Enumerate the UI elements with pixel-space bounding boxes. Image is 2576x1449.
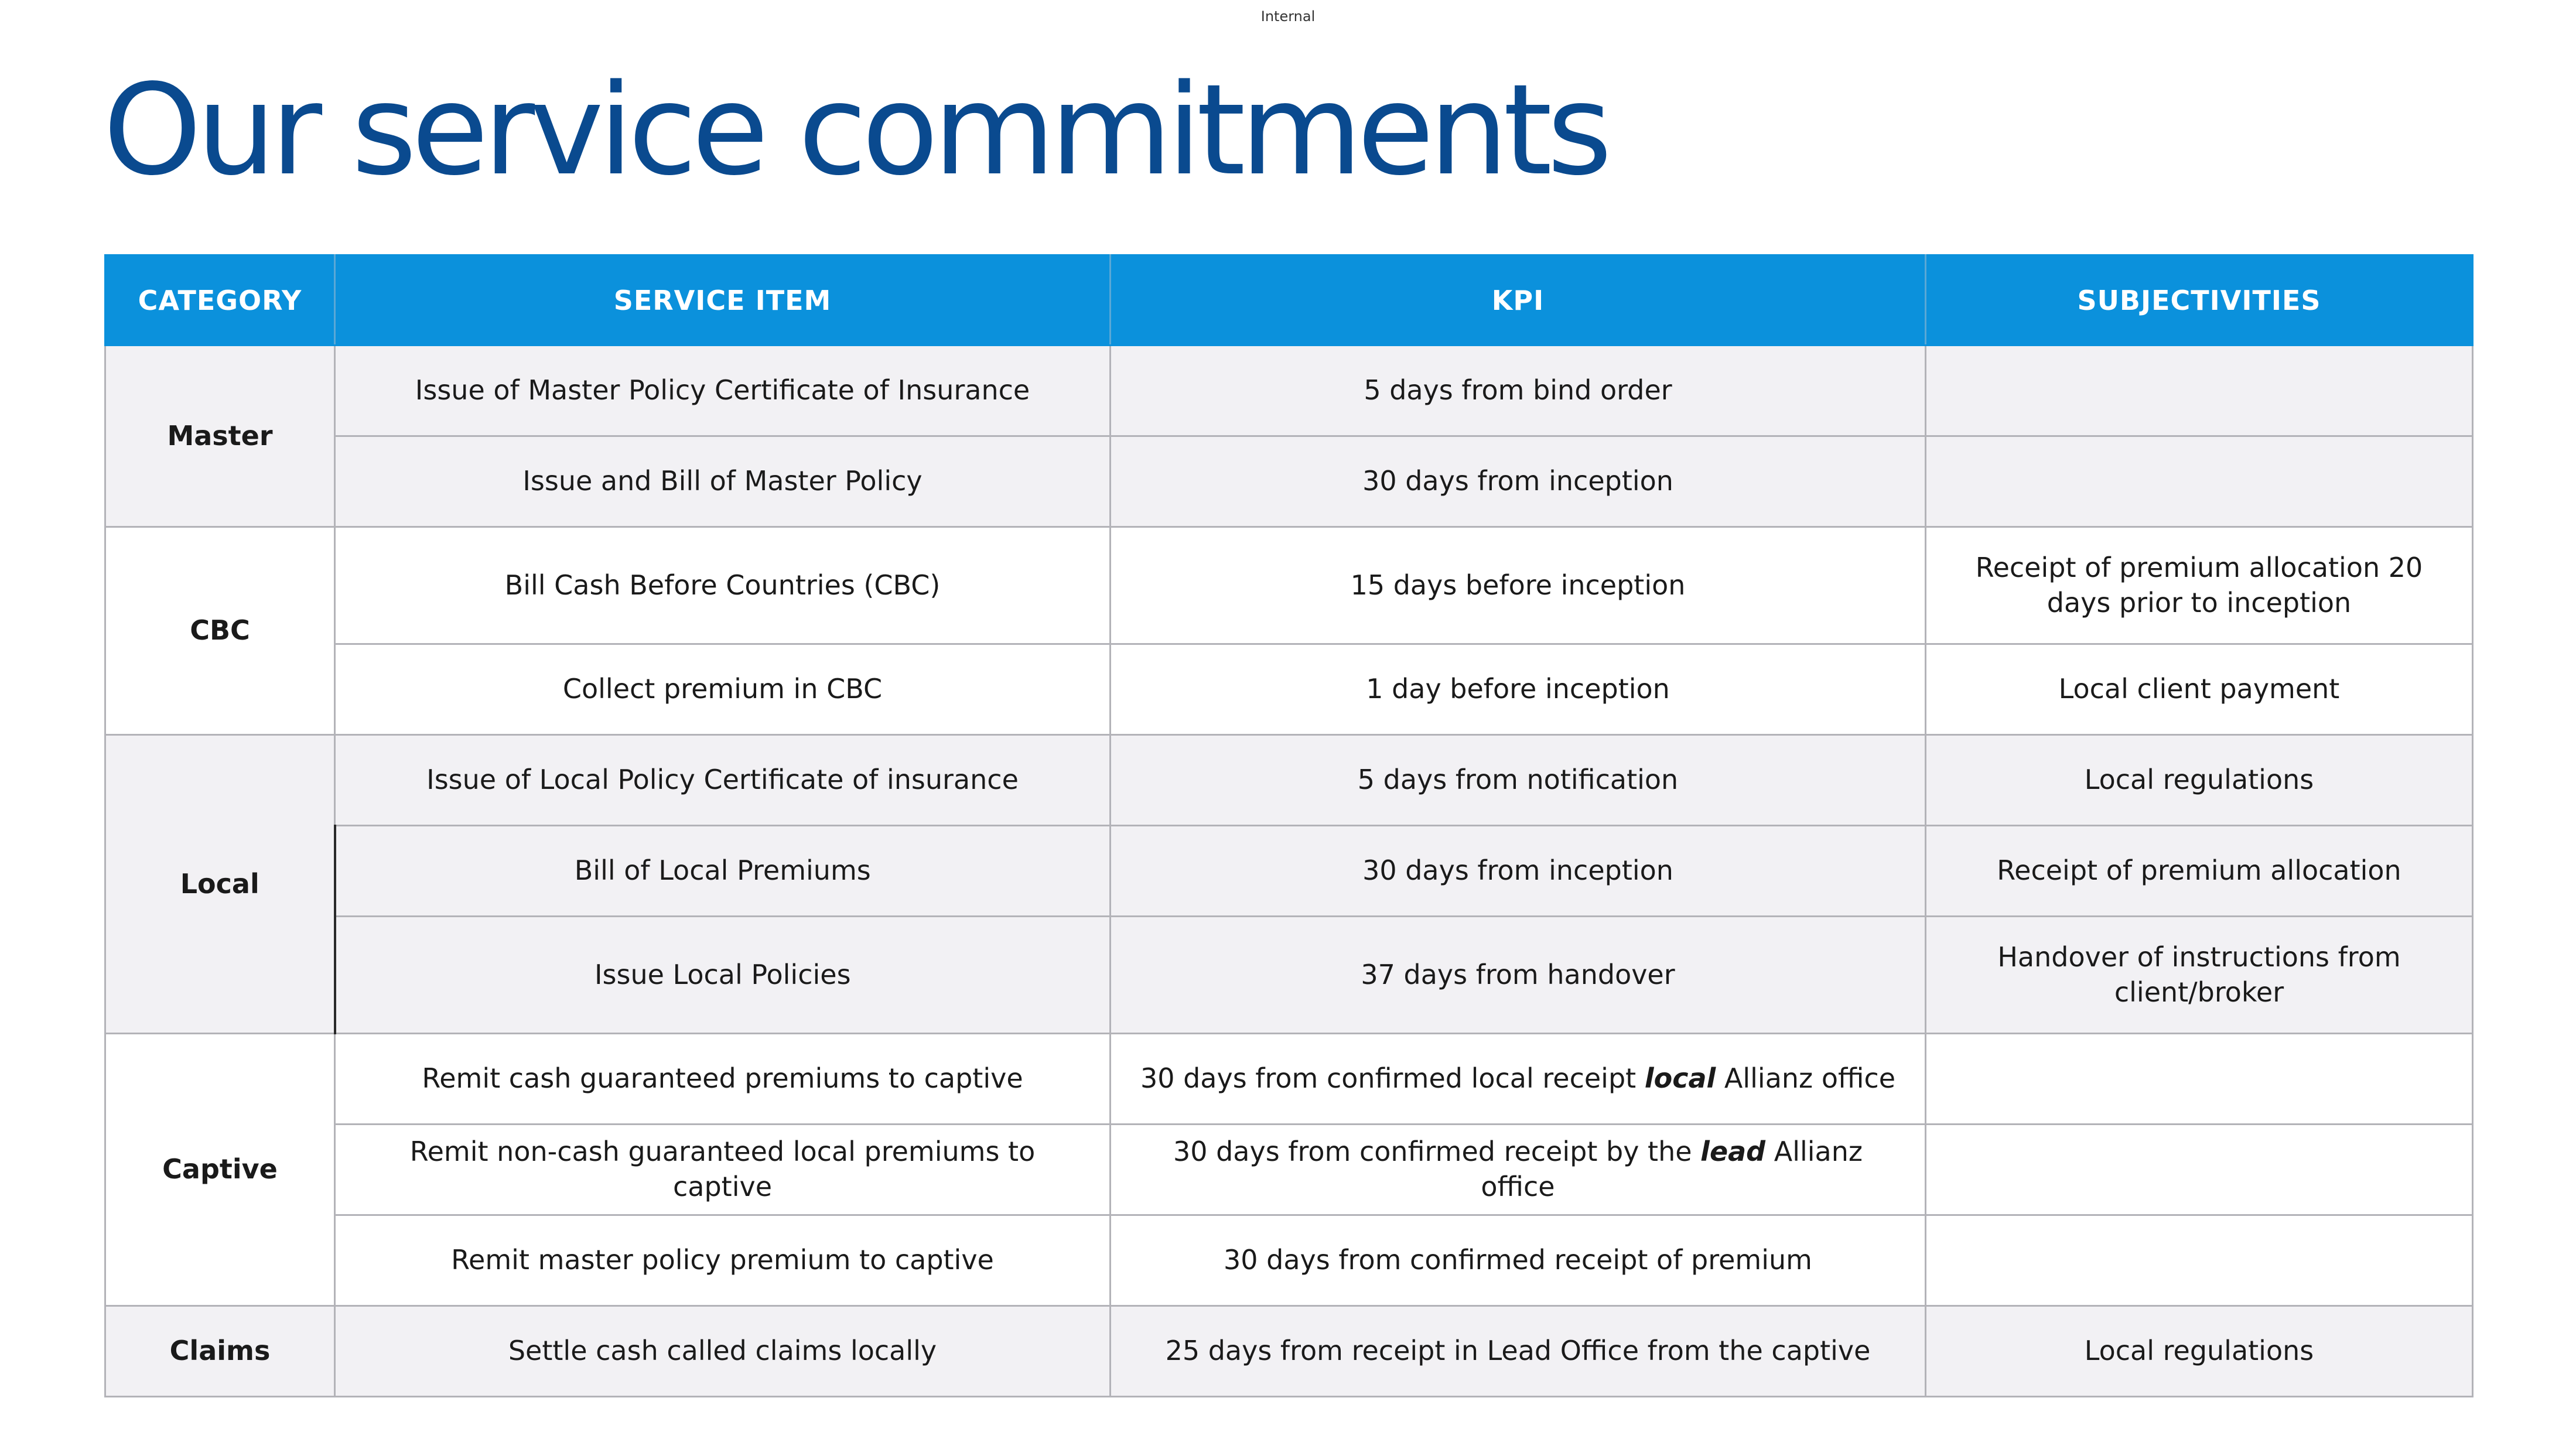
table-row [105,1215,2473,1306]
kpi-emphasis: local [1644,1062,1716,1095]
table-row [105,436,2473,527]
kpi-cell: 37 days from handover [1111,917,1926,1034]
subjectivities-cell [1926,436,2473,527]
subjectivities-cell [1926,1215,2473,1306]
service-item-cell: Issue Local Policies [335,917,1111,1034]
kpi-cell [1111,1034,1926,1125]
table-row [105,527,2473,644]
classification-label: Internal [1260,8,1316,25]
kpi-cell: 1 day before inception [1111,644,1926,735]
table-row [105,735,2473,826]
service-commitments-table [104,254,2473,1397]
page-title: Our service commitments [103,57,1607,203]
column-header-subjectivities: SUBJECTIVITIES [1926,255,2473,346]
kpi-cell: 30 days from inception [1111,436,1926,527]
column-header-service-item: SERVICE ITEM [335,255,1111,346]
column-header-kpi: KPI [1111,255,1926,346]
kpi-cell: 5 days from bind order [1111,346,1926,436]
kpi-cell: 30 days from inception [1111,826,1926,917]
service-item-cell: Remit cash guaranteed premiums to captive [335,1034,1111,1125]
service-item-cell: Remit non-cash guaranteed local premiums to captive [335,1125,1111,1215]
kpi-cell: 25 days from receipt in Lead Office from the captive [1111,1306,1926,1397]
table-row [105,1125,2473,1215]
subjectivities-cell: Local regulations [1926,1306,2473,1397]
subjectivities-cell: Handover of instructions from client/broker [1926,917,2473,1034]
kpi-text-before: 30 days from confirmed receipt by the [1173,1136,1692,1168]
kpi-cell: 5 days from notification [1111,735,1926,826]
subjectivities-cell [1926,346,2473,436]
kpi-cell: 30 days from confirmed receipt of premium [1111,1215,1926,1306]
service-item-cell: Remit master policy premium to captive [335,1215,1111,1306]
subjectivities-cell: Receipt of premium allocation 20 days prior to inception [1926,527,2473,644]
table-row [105,826,2473,917]
service-item-cell: Collect premium in CBC [335,644,1111,735]
service-item-cell: Bill Cash Before Countries (CBC) [335,527,1111,644]
subjectivities-cell: Local client payment [1926,644,2473,735]
service-item-cell: Bill of Local Premiums [335,826,1111,917]
category-cell-local: Local [105,735,335,1034]
service-item-cell: Issue of Local Policy Certificate of insurance [335,735,1111,826]
table-row [105,917,2473,1034]
subjectivities-cell: Receipt of premium allocation [1926,826,2473,917]
category-cell-master: Master [105,346,335,527]
subjectivities-cell: Local regulations [1926,735,2473,826]
kpi-cell: 15 days before inception [1111,527,1926,644]
service-item-cell: Issue of Master Policy Certificate of Insurance [335,346,1111,436]
table-row [105,346,2473,436]
table-row [105,644,2473,735]
subjectivities-cell [1926,1125,2473,1215]
table-row [105,1306,2473,1397]
column-header-category: CATEGORY [105,255,335,346]
table-header-row [105,255,2473,346]
service-item-cell: Settle cash called claims locally [335,1306,1111,1397]
kpi-cell [1111,1125,1926,1215]
subjectivities-cell [1926,1034,2473,1125]
category-cell-captive: Captive [105,1034,335,1306]
kpi-text-after: Allianz office [1724,1062,1896,1095]
kpi-text-before: 30 days from confirmed local receipt [1140,1062,1637,1095]
category-cell-cbc: CBC [105,527,335,735]
kpi-emphasis: lead [1700,1136,1766,1168]
kpi-text-after: Allianz office [1481,1136,1863,1202]
category-cell-claims: Claims [105,1306,335,1397]
table-row [105,1034,2473,1125]
service-item-cell: Issue and Bill of Master Policy [335,436,1111,527]
